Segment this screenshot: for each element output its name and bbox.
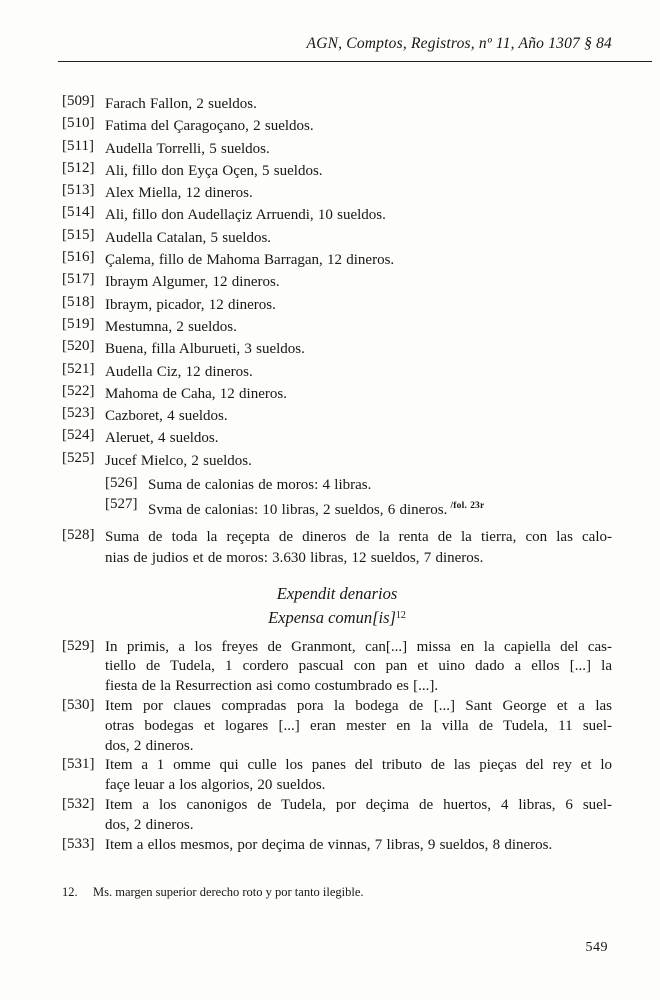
sums-list xyxy=(62,475,612,522)
entry-text-line: Item por claues compradas pora la bodega de [...] Sant George et a las xyxy=(105,698,612,715)
entry-text-line: nias de judios et de moros: 3.630 libras, 12 sueldos, 7 dineros. xyxy=(105,550,484,567)
entry-text xyxy=(148,496,612,521)
document-entry xyxy=(62,338,612,360)
entry-text-line: Ali, fillo don Eyça Oçen, 5 sueldos. xyxy=(105,162,323,179)
entry-number: [529] xyxy=(62,637,95,654)
recepta-total-entry xyxy=(62,527,612,570)
entry-text-line: façe leuar a los algorios, 20 sueldos. xyxy=(105,777,326,794)
document-entry xyxy=(105,496,612,521)
entry-text xyxy=(105,316,612,338)
entry-text-line: Audella Torrelli, 5 sueldos. xyxy=(105,140,270,157)
header-rule xyxy=(58,61,652,62)
document-entry xyxy=(62,249,612,271)
entry-text-line: Suma de toda la reçepta de dineros de la renta de la tierra, con las calo- xyxy=(105,528,612,545)
entry-number: [531] xyxy=(62,756,95,773)
entry-text xyxy=(105,697,612,756)
entry-text-line: Item a ellos mesmos, por deçima de vinnas, 7 libras, 9 sueldos, 8 dineros. xyxy=(105,836,553,853)
document-entry xyxy=(62,796,612,836)
entry-text-line: Item a 1 omme qui culle los panes del tributo de las pieças del rey et lo xyxy=(105,757,612,774)
entry-text xyxy=(105,182,612,204)
document-entry xyxy=(62,271,612,293)
entry-text-line: In primis, a los freyes de Granmont, can[...] missa en la capiella del cas- xyxy=(105,638,612,655)
entry-text-line: Buena, filla Alburueti, 3 sueldos. xyxy=(105,341,305,358)
document-entry xyxy=(105,475,612,496)
entry-number: [512] xyxy=(62,159,95,176)
entry-number: [533] xyxy=(62,835,95,852)
document-entry xyxy=(62,294,612,316)
expense-heading-line1: Expendit denarios xyxy=(276,583,398,603)
document-entry xyxy=(62,227,612,249)
entry-number: [511] xyxy=(62,137,94,154)
folio-marker: /fol. 23r xyxy=(447,501,485,512)
document-entry xyxy=(62,115,612,137)
document-entry xyxy=(62,182,612,204)
entry-text xyxy=(105,836,612,856)
expense-heading-line2-text: Expensa comun[is] xyxy=(268,607,396,627)
entry-number: [532] xyxy=(62,796,95,813)
entry-text-line: dos, 2 dineros. xyxy=(105,816,194,833)
entry-text xyxy=(148,475,612,496)
entry-text-line: Ibraym, picador, 12 dineros. xyxy=(105,296,276,313)
entry-text-line: Ibraym Algumer, 12 dineros. xyxy=(105,274,280,291)
entry-text-line: Ali, fillo don Audellaçiz Arruendi, 10 sueldos. xyxy=(105,207,386,224)
entry-text xyxy=(105,427,612,449)
entry-text-line: Çalema, fillo de Mahoma Barragan, 12 dineros. xyxy=(105,252,395,269)
document-entry xyxy=(62,405,612,427)
expense-section-heading xyxy=(62,583,612,629)
entry-text xyxy=(105,204,612,226)
document-entry xyxy=(62,697,612,756)
running-header: AGN, Comptos, Registros, nº 11, Año 1307 § 84 xyxy=(306,35,612,52)
expenses-list xyxy=(62,638,612,856)
entry-number: [509] xyxy=(62,93,95,109)
entry-text-line: Aleruet, 4 sueldos. xyxy=(105,430,219,447)
entry-text xyxy=(105,249,612,271)
entry-text xyxy=(105,527,612,570)
footnote-reference: 12 xyxy=(395,609,406,621)
entry-text-line: Alex Miella, 12 dineros. xyxy=(105,185,253,202)
document-entry xyxy=(62,836,612,856)
footnote xyxy=(62,884,612,901)
entry-text-line: tiello de Tudela, 1 cordero pascual con pan et uino dado a ellos [...] la xyxy=(105,658,612,675)
moros-calonias-list xyxy=(62,93,612,472)
entry-text-line: fiesta de la Resurrection asi como costumbrado es [...]. xyxy=(105,678,439,695)
entry-text-line: otras bodegas et logares [...] eran mester en la villa de Tudela, 11 suel- xyxy=(105,717,612,734)
entry-number: [514] xyxy=(62,204,95,221)
document-entry xyxy=(62,527,612,570)
entry-number: [519] xyxy=(62,315,95,332)
footnote-text: Ms. margen superior derecho roto y por tanto ilegible. xyxy=(93,885,364,900)
entry-text-line: Audella Catalan, 5 sueldos. xyxy=(105,229,272,246)
entry-number: [527] xyxy=(105,496,138,513)
entry-text xyxy=(105,450,612,472)
entry-text xyxy=(105,338,612,360)
entry-number: [516] xyxy=(62,249,95,266)
entry-number: [526] xyxy=(105,475,138,492)
entry-text xyxy=(105,160,612,182)
entry-text xyxy=(105,227,612,249)
document-entry xyxy=(62,361,612,383)
entry-number: [510] xyxy=(62,115,95,132)
entry-text xyxy=(105,294,612,316)
entry-number: [525] xyxy=(62,449,95,466)
entry-number: [517] xyxy=(62,271,95,288)
entry-number: [528] xyxy=(62,526,95,543)
document-entry xyxy=(62,138,612,160)
entry-text-line: Suma de calonias de moros: 4 libras. xyxy=(148,477,372,494)
document-entry xyxy=(62,427,612,449)
document-entry xyxy=(62,204,612,226)
entry-text-line: Item a los canonigos de Tudela, por deçima de huertos, 4 libras, 6 suel- xyxy=(105,797,612,814)
page-number: 549 xyxy=(585,940,608,955)
entry-text xyxy=(105,361,612,383)
entry-number: [530] xyxy=(62,697,95,714)
entry-text-line: Svma de calonias: 10 libras, 2 sueldos, 6 dineros. $^{/fol. 23r}$ xyxy=(148,501,485,519)
entry-text-line: dos, 2 dineros. xyxy=(105,737,194,754)
footnote-number: 12. xyxy=(62,885,78,900)
entry-text xyxy=(105,796,612,836)
document-entry xyxy=(62,93,612,115)
entry-text xyxy=(105,93,612,115)
document-entry xyxy=(62,756,612,796)
entry-number: [522] xyxy=(62,382,95,399)
entry-text xyxy=(105,756,612,796)
document-entry xyxy=(62,383,612,405)
entry-number: [513] xyxy=(62,182,95,199)
entry-text xyxy=(105,405,612,427)
entry-number: [520] xyxy=(62,338,95,355)
document-entry xyxy=(62,450,612,472)
entry-text xyxy=(105,638,612,697)
entry-text-line: Cazboret, 4 sueldos. xyxy=(105,408,228,425)
entry-number: [521] xyxy=(62,360,95,377)
entry-text-line: Audella Ciz, 12 dineros. xyxy=(105,363,253,380)
entry-number: [518] xyxy=(62,293,95,310)
document-entry xyxy=(62,316,612,338)
entry-number: [515] xyxy=(62,226,95,243)
entry-text-line: Farach Fallon, 2 sueldos. xyxy=(105,96,257,112)
entry-text xyxy=(105,138,612,160)
expense-heading-line2 xyxy=(62,605,612,629)
entry-text-line: Fatima del Çaragoçano, 2 sueldos. xyxy=(105,118,314,135)
entry-text xyxy=(105,271,612,293)
entry-text-line: Mestumna, 2 sueldos. xyxy=(105,318,237,335)
entry-text-line: Mahoma de Caha, 12 dineros. xyxy=(105,385,287,402)
entry-text-line: Jucef Mielco, 2 sueldos. xyxy=(105,452,252,469)
entry-number: [523] xyxy=(62,405,95,422)
document-entry xyxy=(62,638,612,697)
entry-text xyxy=(105,115,612,137)
entry-number: [524] xyxy=(62,427,95,444)
entry-text xyxy=(105,383,612,405)
document-entry xyxy=(62,160,612,182)
